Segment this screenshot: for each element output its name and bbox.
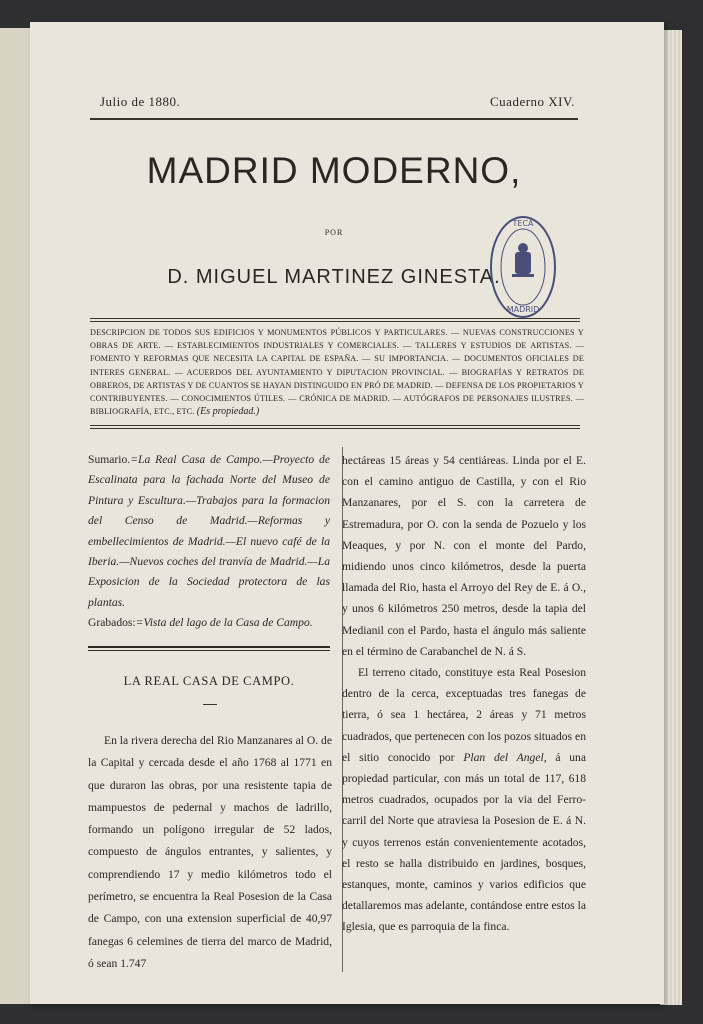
library-stamp [488, 212, 558, 322]
por-label: POR [324, 228, 344, 237]
description-text: DESCRIPCION DE TODOS SUS EDIFICIOS Y MONUMENTOS PÚBLICOS Y PARTICULARES. — NUEVAS CONSTRUCCIONES Y OBRAS DE ARTE. — ESTABLECIMIENTOS INDUSTRIALES Y COMERCIALES. — TALLERES Y ESTUDIOS DE ARTISTAS. — FOMENTO Y REFORMAS QUE NECESITA LA CAPITAL DE ESPAÑA. — SU IMPORTANCIA. — DOCUMENTOS OFICIALES DE INTERES GENERAL. — ACUERDOS DEL AYUNTAMIENTO Y DIPUTACION PROVINCIAL. — BIOGRAFÍAS Y RETRATOS DE OBREROS, DE ARTISTAS Y DE CUANTOS SE HAYAN DISTINGUIDO EN PRÓ DE MADRID. — DEFENSA DE LOS PROPIETARIOS Y CONTRIBUYENTES. — CONOCIMIENTOS ÚTILES. — CRÓNICA DE MADRID. — AUTÓGRAFOS DE PERSONAJES ILUSTRES. — BIBLIOGRAFÍA, ETC., ETC. [90, 328, 584, 417]
sumario-block [88, 450, 330, 634]
left-column [88, 730, 332, 975]
description-rule-bottom [90, 425, 580, 426]
document-page [30, 22, 664, 1004]
place-name: Plan del Angel, [463, 750, 547, 764]
description-rule-top-2 [90, 321, 580, 322]
left-page-edge [0, 28, 31, 1004]
body-paragraph [342, 662, 586, 938]
header-rule [90, 118, 578, 120]
sumario-rule [88, 646, 330, 648]
issue-date: Julio de 1880. [100, 94, 181, 109]
right-column [342, 450, 586, 938]
paragraph-segment: El terreno citado, constituye esta Real Posesion dentro de la cerca, exceptuadas tres fanegas de tierra, ó sea 1 hectárea, 2 áreas y 71 metros cuadrados, que pertenecen con los pozos situados en el sitio conocido por [342, 666, 586, 764]
body-paragraph: En la rivera derecha del Rio Manzanares al O. de la Capital y cercada desde el año 1768 al 1771 en que duraron las obras, por una resistente tapia de mampuestos de pedernal y machos de ladrillo, formando un polígono irregular de 52 lados, compuesto de ángulos entrantes, y salientes, y comprendiendo 17 y medio kilómetros todo el perímetro, se encuentra la Real Posesion de la Casa de Campo, con una extension superficial de 40,97 fanegas 6 celemines de tierra del marco de Madrid, ó sean 1.747 [88, 734, 332, 970]
body-paragraph: hectáreas 15 áreas y 54 centiáreas. Linda por el E. con el camino antiguo de Castilla, y con el Rio Manzanares, por el S. con la carretera de Estremadura, por O. con la senda de Pozuelo y los Meaques, y por N. con el monte del Pardo, midiendo unos cinco kilómetros, desde la puerta llamada del Rio, hasta el Arroyo del Rey de E. á O., y unos 6 kilómetros 250 metros, desde la tapia del Medianil con el Pardo, hasta el ángulo más saliente en el término de Carabanchel de N. á S. [342, 454, 586, 658]
crest-icon [512, 243, 534, 277]
svg-text:TECA: TECA [512, 219, 534, 228]
paragraph-segment: á una propiedad particular, con más un total de 117, 618 metros cuadrados, ocupados por la via del Ferro-carril del Norte que atraviesa la Posesion de E. á N. y cuyos terrenos están convenientemente acotados, el resto se halla distribuido en jardines, bosques, estanques, monte, caminos y varios edificios que detallaremos mas adelante, contándose entre estos la Iglesia, que es parroquia de la finca. [342, 750, 586, 934]
author-name: D. MIGUEL MARTINEZ GINESTA. [167, 266, 501, 288]
description-rule-bottom-2 [90, 428, 580, 429]
property-note: (Es propiedad.) [196, 406, 260, 418]
section-dash [203, 704, 217, 705]
page-title: MADRID MODERNO, [146, 150, 522, 191]
sumario-label: Sumario. [88, 453, 131, 466]
sumario-rule-2 [88, 650, 330, 651]
section-title: LA REAL CASA DE CAMPO. [123, 674, 295, 688]
description-rule-top [90, 318, 580, 319]
issue-number: Cuaderno XIV. [490, 94, 575, 109]
svg-text:MADRID: MADRID [506, 305, 540, 314]
description-block [90, 326, 584, 418]
sumario-text: =La Real Casa de Campo.—Proyecto de Escalinata para la fachada Norte del Museo de Pintura y Escultura.—Trabajos para la formacion del Censo de Madrid.—Reformas y embellecimientos de Madrid.—El nuevo café de la Iberia.—Nuevos coches del tranvía de Madrid.—La Exposicion de la Sociedad protectora de las plantas. [88, 453, 330, 609]
grabados-label: Grabados: [88, 616, 136, 630]
grabados-text: =Vista del lago de la Casa de Campo. [135, 616, 313, 630]
